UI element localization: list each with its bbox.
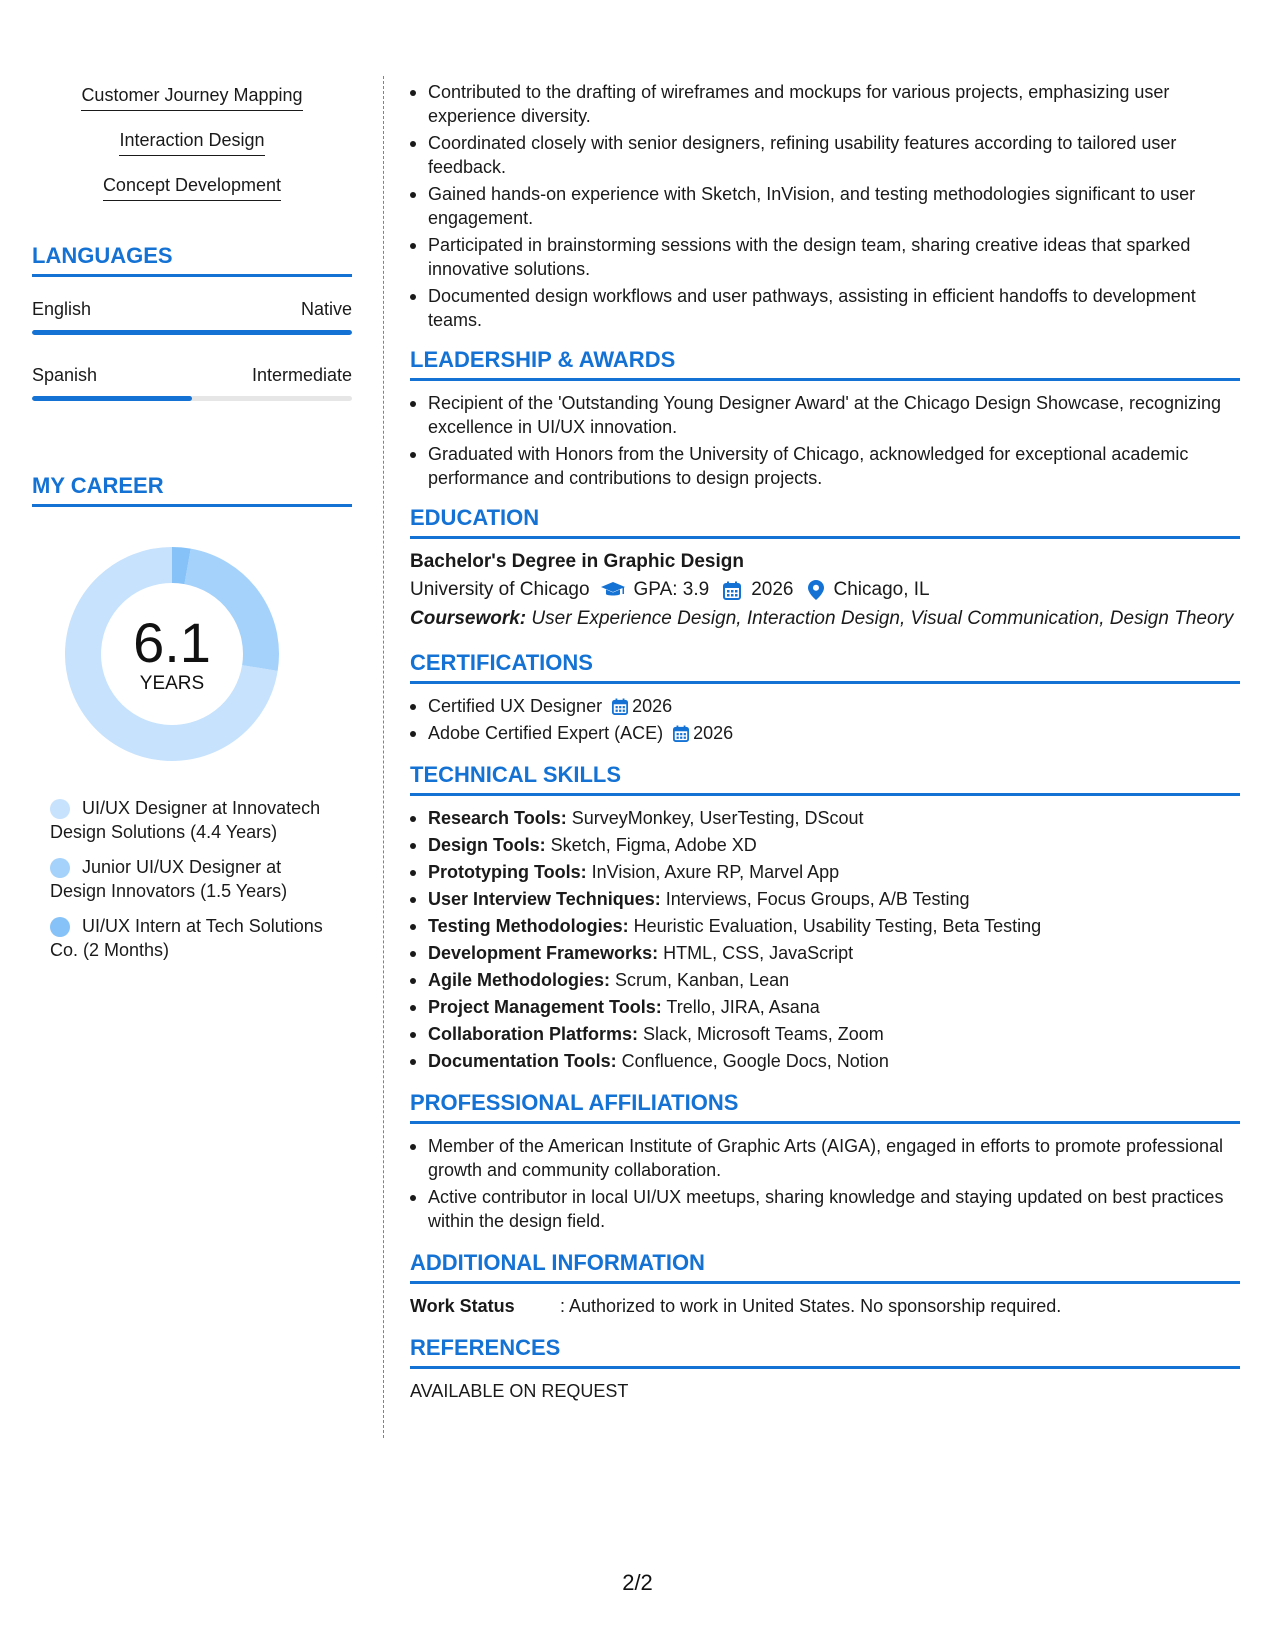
technical-skills-section [410, 761, 1240, 1073]
skill-label: Collaboration Platforms: [428, 1024, 639, 1044]
skill-item [410, 860, 1240, 884]
career-legend-item [50, 796, 340, 844]
skill-value: Heuristic Evaluation, Usability Testing, Beta Testing [628, 916, 1042, 936]
language-proficiency-fill [32, 330, 352, 335]
coursework-label: Coursework: [410, 608, 527, 629]
skill-value: Slack, Microsoft Teams, Zoom [638, 1024, 884, 1044]
skill-tags [32, 84, 352, 219]
skill-value: Interviews, Focus Groups, A/B Testing [660, 889, 970, 909]
education-details [410, 575, 1240, 605]
skill-value: Trello, JIRA, Asana [661, 997, 820, 1017]
career-legend-label: UI/UX Intern at Tech Solutions Co. (2 Months) [50, 916, 323, 960]
certification-name: Adobe Certified Expert (ACE) [428, 723, 664, 743]
career-legend [50, 796, 340, 973]
skill-item [410, 1022, 1240, 1046]
career-legend-item [50, 914, 340, 962]
skill-value: InVision, Axure RP, Marvel App [586, 862, 840, 882]
references-section [410, 1334, 1240, 1403]
career-legend-dot [50, 858, 70, 878]
section-title: LEADERSHIP & AWARDS [410, 346, 1240, 381]
section-title: PROFESSIONAL AFFILIATIONS [410, 1089, 1240, 1124]
career-heading: MY CAREER [32, 472, 352, 507]
leadership-bullet: Graduated with Honors from the University of Chicago, acknowledged for exceptional academic performance and contributions to design projects. [410, 442, 1240, 490]
skill-label: Prototyping Tools: [428, 862, 587, 882]
skill-label: Documentation Tools: [428, 1051, 617, 1071]
column-divider [383, 76, 384, 1438]
skill-label: Development Frameworks: [428, 943, 659, 963]
certification-item [410, 721, 1240, 745]
skill-value: SurveyMonkey, UserTesting, DScout [566, 808, 864, 828]
career-legend-dot [50, 917, 70, 937]
language-name: English [32, 299, 92, 319]
leadership-bullet: Recipient of the 'Outstanding Young Designer Award' at the Chicago Design Showcase, recognizing excellence in UI/UX innovation. [410, 391, 1240, 439]
career-legend-item [50, 855, 340, 903]
experience-bullet: Contributed to the drafting of wireframes and mockups for various projects, emphasizing user experience diversity. [410, 80, 1240, 128]
additional-info-value: : Authorized to work in United States. No sponsorship required. [560, 1296, 1062, 1316]
skill-item [410, 941, 1240, 965]
language-proficiency-bar [32, 330, 352, 335]
calendar-icon [612, 698, 628, 715]
section-title: ADDITIONAL INFORMATION [410, 1249, 1240, 1284]
career-total-unit: YEARS [139, 673, 205, 694]
section-title: TECHNICAL SKILLS [410, 761, 1240, 796]
certification-year: 2026 [693, 723, 734, 743]
skill-tag: Interaction Design [119, 129, 264, 156]
skill-tag: Customer Journey Mapping [81, 84, 302, 111]
language-row [32, 364, 352, 401]
additional-info-section [410, 1249, 1240, 1318]
career-total-years: 6.1 [133, 611, 211, 674]
location-pin-icon [808, 580, 824, 600]
experience-bullets [410, 80, 1240, 332]
language-name: Spanish [32, 365, 98, 385]
career-donut-center [62, 544, 282, 764]
education-degree: Bachelor's Degree in Graphic Design [410, 551, 744, 572]
skill-label: Research Tools: [428, 808, 567, 828]
skill-label: Agile Methodologies: [428, 970, 610, 990]
experience-bullet: Participated in brainstorming sessions with the design team, sharing creative ideas that sparked innovative solutions. [410, 233, 1240, 281]
experience-bullet: Gained hands-on experience with Sketch, InVision, and testing methodologies significant to user engagement. [410, 182, 1240, 230]
calendar-icon [723, 581, 741, 600]
skill-label: Project Management Tools: [428, 997, 662, 1017]
skill-item [410, 968, 1240, 992]
language-row [32, 298, 352, 335]
affiliations-section [410, 1089, 1240, 1233]
career-legend-dot [50, 799, 70, 819]
skill-value: Scrum, Kanban, Lean [610, 970, 790, 990]
career-legend-label: Junior UI/UX Designer at Design Innovators (1.5 Years) [50, 857, 288, 901]
language-level: Native [300, 299, 352, 319]
education-year: 2026 [751, 579, 794, 600]
coursework-value: User Experience Design, Interaction Design, Visual Communication, Design Theory [526, 608, 1234, 629]
skill-value: Confluence, Google Docs, Notion [616, 1051, 889, 1071]
experience-bullet: Documented design workflows and user pathways, assisting in efficient handoffs to development teams. [410, 284, 1240, 332]
left-column [32, 84, 352, 498]
references-text: AVAILABLE ON REQUEST [410, 1381, 629, 1401]
additional-info-key: Work Status [410, 1296, 515, 1316]
education-school: University of Chicago [410, 579, 590, 600]
certification-name: Certified UX Designer [428, 696, 603, 716]
certification-year: 2026 [632, 696, 673, 716]
section-title: EDUCATION [410, 504, 1240, 539]
language-level: Intermediate [251, 365, 352, 385]
leadership-section [410, 346, 1240, 490]
education-location: Chicago, IL [833, 579, 930, 600]
skill-item [410, 995, 1240, 1019]
skill-value: Sketch, Figma, Adobe XD [545, 835, 757, 855]
skill-item [410, 1049, 1240, 1073]
right-column [410, 80, 1240, 1403]
skill-item [410, 806, 1240, 830]
skill-item [410, 833, 1240, 857]
page-number: 2/2 [622, 1570, 653, 1595]
skill-label: Testing Methodologies: [428, 916, 629, 936]
education-section [410, 504, 1240, 631]
graduation-cap-icon [600, 581, 626, 599]
section-title: REFERENCES [410, 1334, 1240, 1369]
calendar-icon [673, 725, 689, 742]
skill-label: User Interview Techniques: [428, 889, 661, 909]
skill-tag: Concept Development [103, 174, 281, 201]
languages-heading: LANGUAGES [32, 242, 352, 277]
skill-label: Design Tools: [428, 835, 546, 855]
career-legend-label: UI/UX Designer at Innovatech Design Solutions (4.4 Years) [50, 798, 321, 842]
language-proficiency-fill [32, 396, 192, 401]
experience-bullet: Coordinated closely with senior designers, refining usability features according to tailored user feedback. [410, 131, 1240, 179]
skill-value: HTML, CSS, JavaScript [658, 943, 854, 963]
education-gpa: GPA: 3.9 [633, 579, 710, 600]
language-proficiency-bar [32, 396, 352, 401]
skill-item [410, 914, 1240, 938]
skill-item [410, 887, 1240, 911]
certification-item [410, 694, 1240, 718]
section-title: CERTIFICATIONS [410, 649, 1240, 684]
affiliation-bullet: Active contributor in local UI/UX meetups, sharing knowledge and staying updated on best practices within the design field. [410, 1185, 1240, 1233]
certifications-section [410, 649, 1240, 745]
education-coursework [410, 607, 1240, 631]
affiliation-bullet: Member of the American Institute of Graphic Arts (AIGA), engaged in efforts to promote professional growth and community collaboration. [410, 1134, 1240, 1182]
